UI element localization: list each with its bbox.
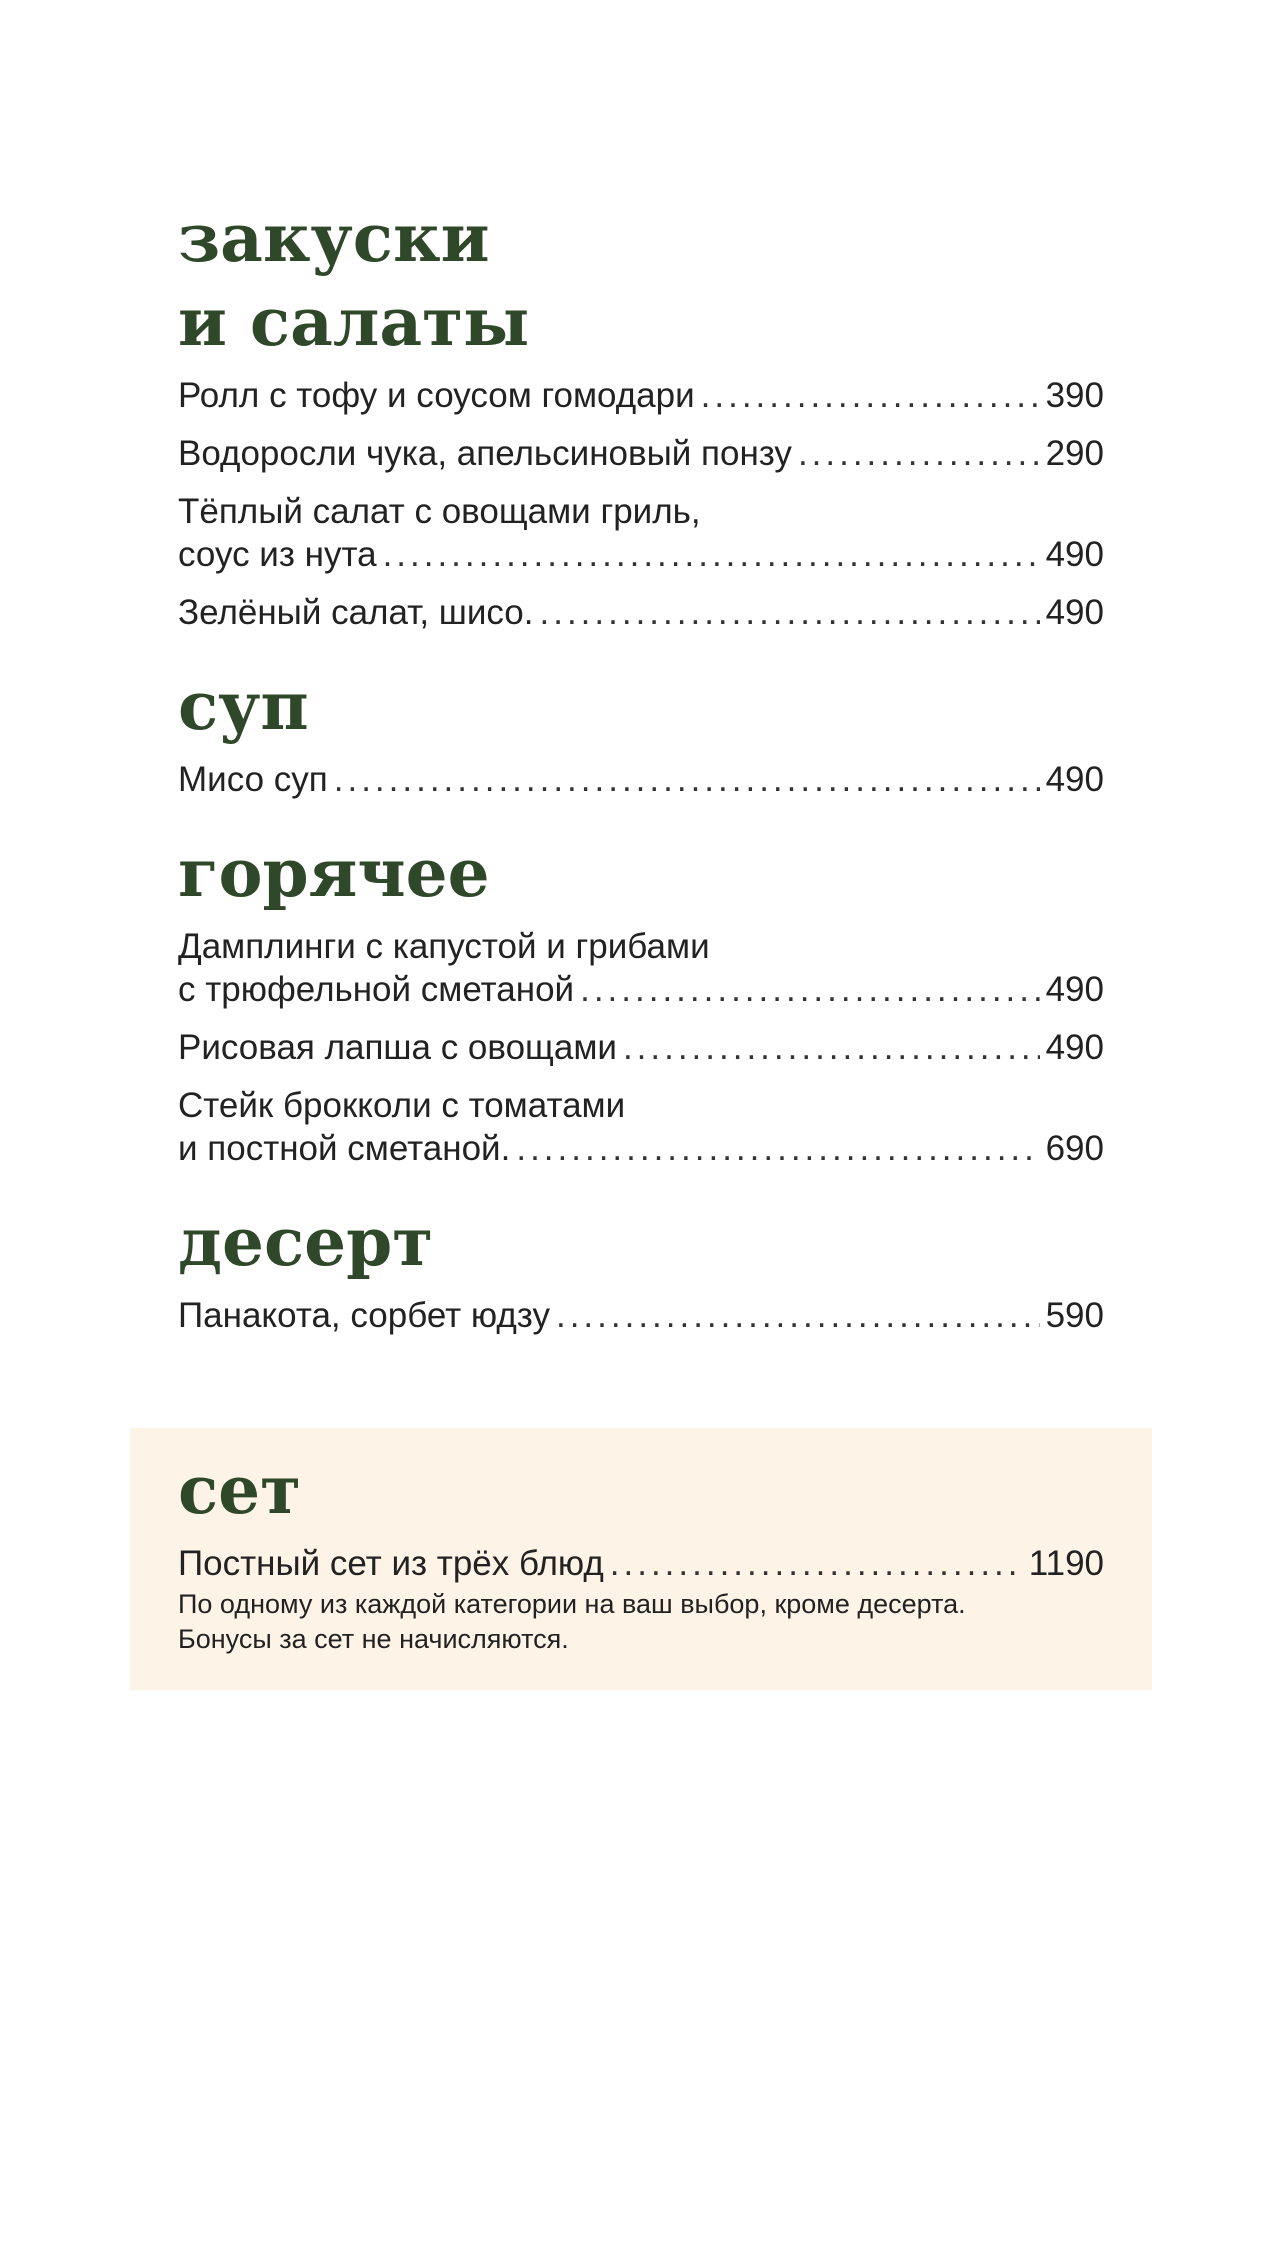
dot-leader xyxy=(383,533,1040,576)
item-name: с трюфельной сметаной xyxy=(178,970,575,1009)
dot-leader xyxy=(334,758,1040,801)
item-name: Рисовая лапша с овощами xyxy=(178,1028,617,1067)
menu-items xyxy=(178,758,1104,801)
dot-leader xyxy=(580,968,1039,1011)
section-soup xyxy=(178,664,1104,801)
dot-leader xyxy=(798,432,1040,475)
dot-leader xyxy=(610,1542,1023,1585)
menu-item xyxy=(178,925,1104,1011)
item-price: 1190 xyxy=(1028,1544,1104,1583)
dot-leader xyxy=(516,1127,1039,1170)
menu-item xyxy=(178,1026,1104,1069)
item-name: Мисо суп xyxy=(178,760,328,799)
set-note-line: Бонусы за сет не начисляются. xyxy=(178,1624,569,1654)
menu-items xyxy=(178,374,1104,634)
set-title xyxy=(178,1448,1104,1532)
menu xyxy=(178,196,1104,1367)
section-title-line: сет xyxy=(178,1451,302,1529)
menu-item xyxy=(178,1294,1104,1337)
menu-item xyxy=(178,1084,1104,1170)
section-title-line: горячее xyxy=(178,834,490,912)
item-name: Панакота, сорбет юдзу xyxy=(178,1296,550,1335)
set-note-line: По одному из каждой категории на ваш выбор, кроме десерта. xyxy=(178,1589,966,1619)
dot-leader xyxy=(540,591,1040,634)
item-price: 290 xyxy=(1045,434,1104,473)
section-title xyxy=(178,831,1104,915)
item-price: 490 xyxy=(1045,970,1104,1009)
item-name: соус из нута xyxy=(178,535,377,574)
section-hot-dishes xyxy=(178,831,1104,1170)
section-appetizers-salads xyxy=(178,196,1104,634)
set-note xyxy=(178,1587,1104,1657)
section-title-line: закуски xyxy=(178,199,490,277)
section-title xyxy=(178,1200,1104,1284)
item-price: 390 xyxy=(1045,376,1104,415)
item-name: Зелёный салат, шисо. xyxy=(178,593,534,632)
section-dessert xyxy=(178,1200,1104,1337)
item-name: Стейк брокколи с томатами xyxy=(178,1086,626,1125)
item-name: Тёплый салат с овощами гриль, xyxy=(178,492,701,531)
item-name: Водоросли чука, апельсиновый понзу xyxy=(178,434,792,473)
menu-item xyxy=(178,374,1104,417)
item-price: 690 xyxy=(1045,1129,1104,1168)
item-price: 490 xyxy=(1045,593,1104,632)
item-name: Дамплинги с капустой и грибами xyxy=(178,927,710,966)
item-price: 490 xyxy=(1045,760,1104,799)
dot-leader xyxy=(623,1026,1040,1069)
section-title-line: десерт xyxy=(178,1203,434,1281)
menu-item xyxy=(178,490,1104,576)
section-title xyxy=(178,664,1104,748)
item-name: Ролл с тофу и соусом гомодари xyxy=(178,376,695,415)
set-panel xyxy=(130,1428,1152,1690)
menu-items xyxy=(178,1542,1104,1657)
set-content xyxy=(178,1448,1104,1657)
section-title xyxy=(178,196,1104,364)
item-name: и постной сметаной. xyxy=(178,1129,511,1168)
section-title-line: суп xyxy=(178,667,309,745)
menu-item xyxy=(178,1542,1104,1585)
section-title-line: и салаты xyxy=(178,283,530,361)
menu-item xyxy=(178,591,1104,634)
menu-items xyxy=(178,1294,1104,1337)
item-name: Постный сет из трёх блюд xyxy=(178,1544,604,1583)
dot-leader xyxy=(556,1294,1040,1337)
dot-leader xyxy=(701,374,1040,417)
menu-item xyxy=(178,758,1104,801)
item-price: 590 xyxy=(1045,1296,1104,1335)
menu-item xyxy=(178,432,1104,475)
item-price: 490 xyxy=(1045,1028,1104,1067)
item-price: 490 xyxy=(1045,535,1104,574)
menu-items xyxy=(178,925,1104,1170)
